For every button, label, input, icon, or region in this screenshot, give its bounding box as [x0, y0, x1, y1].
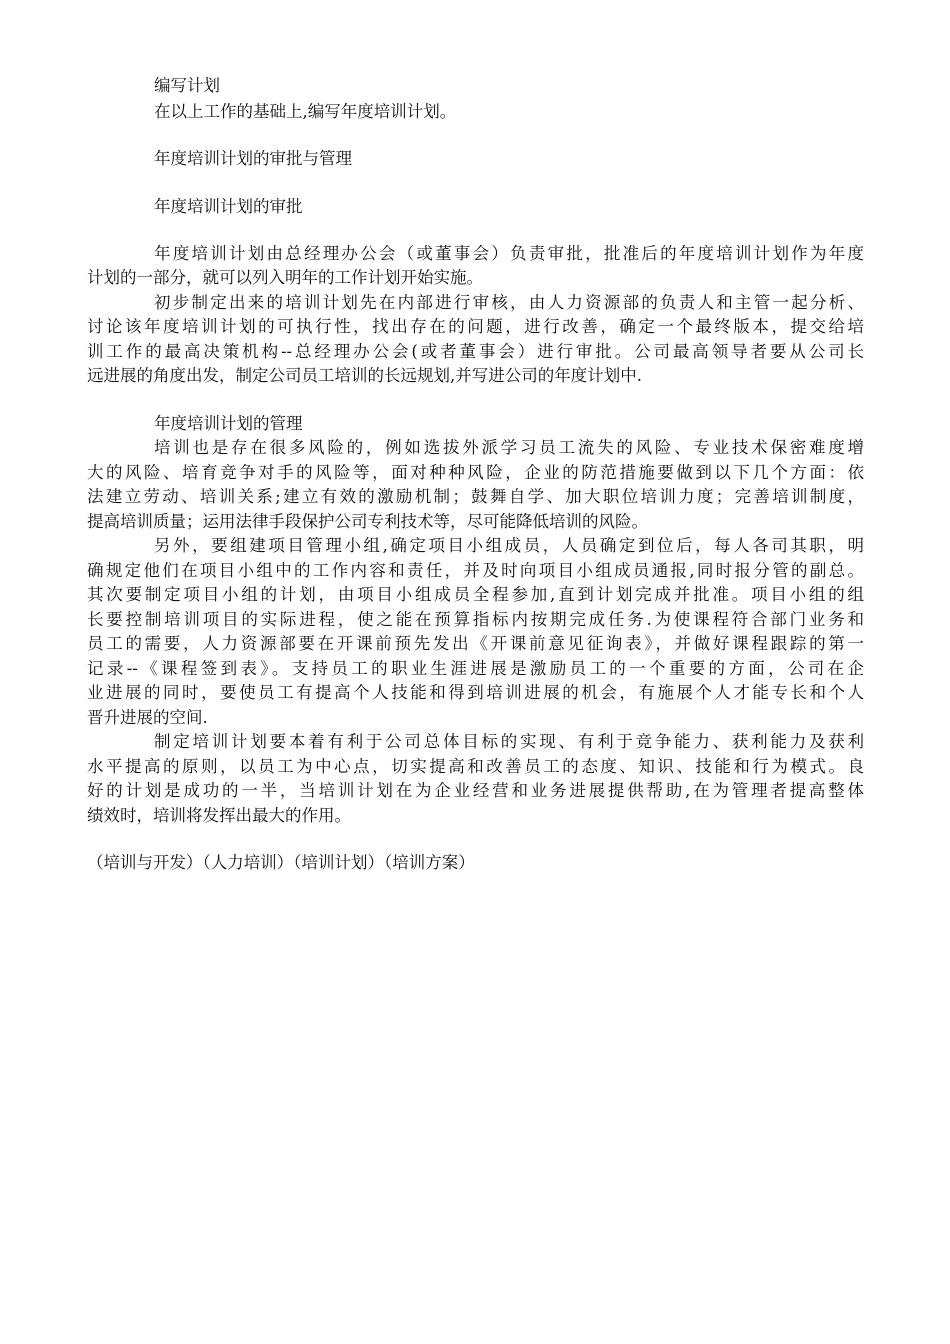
- heading-approval: 年度培训计划的审批: [154, 197, 303, 216]
- paragraph-line: 其次要制定项目小组的计划，由项目小组成员全程参加,直到计划完成并批准。项目小组的组: [87, 585, 864, 604]
- paragraph-line: 提高培训质量；运用法律手段保护公司专利技术等，尽可能降低培训的风险。: [87, 512, 648, 531]
- paragraph-line: 培训也是存在很多风险的，例如选拔外派学习员工流失的风险、专业技术保密难度增: [154, 438, 864, 457]
- paragraph-line: 远进展的角度出发，制定公司员工培训的长远规划,并写进公司的年度计划中.: [87, 366, 642, 385]
- paragraph-line: 大的风险、培育竞争对手的风险等，面对种种风险，企业的防范措施要做到以下几个方面：依: [87, 463, 864, 482]
- paragraph-line: 绩效时，培训将发挥出最大的作用。: [87, 806, 351, 825]
- paragraph-line: 法建立劳动、培训关系;建立有效的激励机制；鼓舞自学、加大职位培训力度；完善培训制度，: [87, 487, 864, 506]
- paragraph-line: 记录--《课程签到表》。支持员工的职业生涯进展是激励员工的一个重要的方面，公司在企: [87, 659, 864, 678]
- paragraph-line: 讨论该年度培训计划的可执行性，找出存在的问题，进行改善，确定一个最终版本，提交给培: [87, 317, 864, 336]
- paragraph-line: 员工的需要，人力资源部要在开课前预先发出《开课前意见征询表》，并做好课程跟踪的第一: [87, 634, 864, 653]
- paragraph-line: 确规定他们在项目小组中的工作内容和责任，并及时向项目小组成员通报,同时报分管的副总。: [87, 561, 864, 580]
- paragraph-line: 另外，要组建项目管理小组,确定项目小组成员，人员确定到位后，每人各司其职，明: [154, 536, 864, 555]
- paragraph-line: 晋升进展的空间.: [87, 708, 208, 727]
- paragraph-line: 在以上工作的基础上,编写年度培训计划。: [154, 102, 457, 121]
- keyword-tags: （培训与开发）（人力培训）（培训计划）（培训方案）: [87, 853, 475, 872]
- paragraph-line: 制定培训计划要本着有利于公司总体目标的实现、有利于竞争能力、获利能力及获利: [154, 732, 864, 751]
- paragraph-line: 年度培训计划由总经理办公会（或董事会）负责审批，批准后的年度培训计划作为年度: [154, 244, 864, 263]
- paragraph-line: 好的计划是成功的一半，当培训计划在为企业经营和业务进展提供帮助,在为管理者提高整体: [87, 781, 864, 800]
- paragraph-line: 业进展的同时，要使员工有提高个人技能和得到培训进展的机会，有施展个人才能专长和个人: [87, 683, 864, 702]
- paragraph-line: 水平提高的原则，以员工为中心点，切实提高和改善员工的态度、知识、技能和行为模式。良: [87, 757, 864, 776]
- paragraph-line: 训工作的最高决策机构--总经理办公会(或者董事会）进行审批。公司最高领导者要从公司长: [87, 342, 864, 361]
- paragraph-line: 计划的一部分，就可以列入明年的工作计划开始实施。: [87, 268, 483, 287]
- heading-approval-and-management: 年度培训计划的审批与管理: [154, 149, 352, 168]
- paragraph-line: 初步制定出来的培训计划先在内部进行审核，由人力资源部的负责人和主管一起分析、: [154, 293, 864, 312]
- heading-write-plan: 编写计划: [154, 76, 220, 95]
- heading-management: 年度培训计划的管理: [154, 414, 303, 433]
- paragraph-line: 长要控制培训项目的实际进程，使之能在预算指标内按期完成任务.为使课程符合部门业务和: [87, 610, 864, 629]
